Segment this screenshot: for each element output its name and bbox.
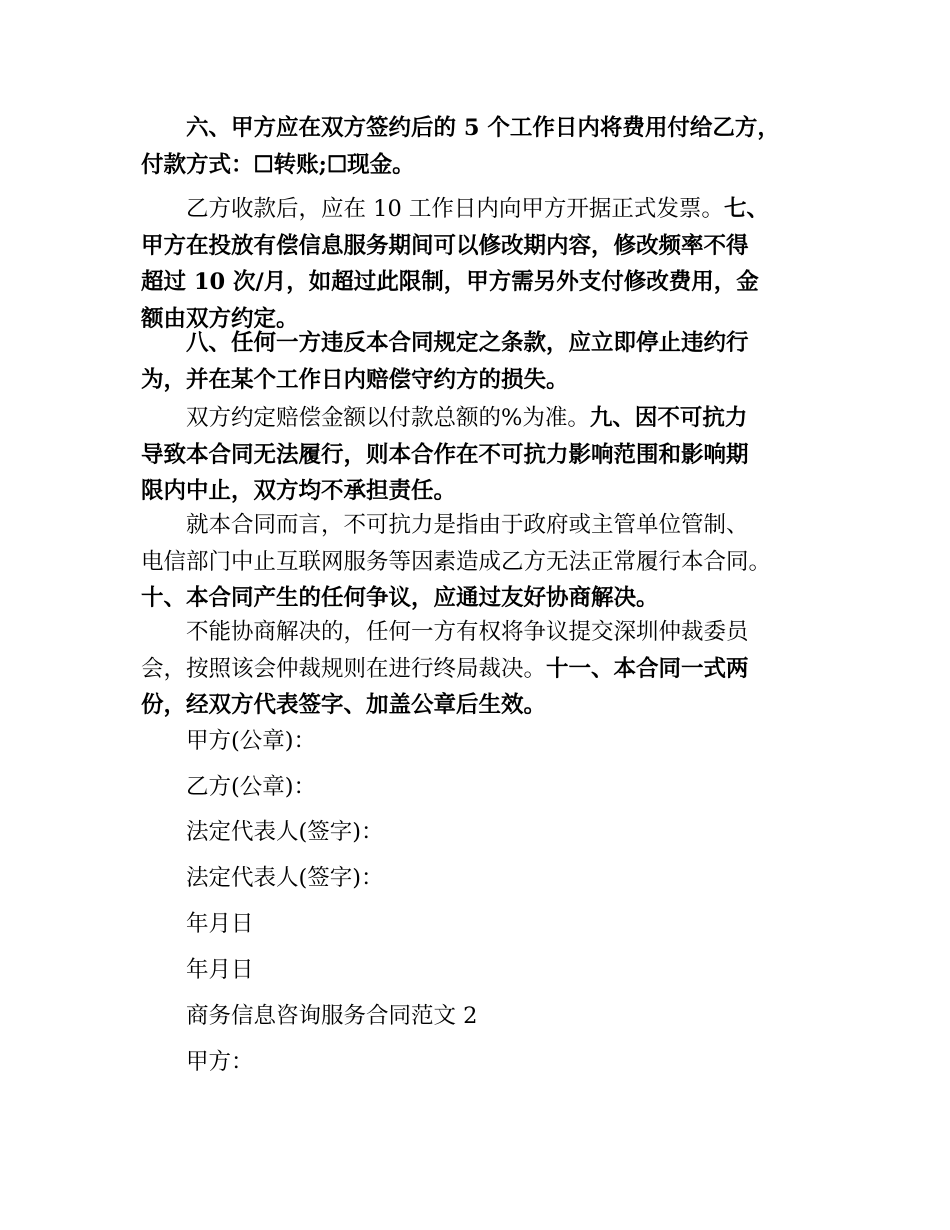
clause-7-line-4: 额由双方约定。 (141, 305, 299, 332)
next-party-a-line: 甲方： (186, 1049, 254, 1075)
clause-8-line-1: 八、任何一方违反本合同规定之条款，应立即停止违约行 (186, 330, 749, 356)
clause-8 (141, 325, 831, 398)
arbitration-line-2 (141, 651, 831, 688)
party-b-seal-line: 乙方(公章)： (186, 774, 317, 800)
date-b-line: 年月日 (186, 957, 254, 983)
clause-6-line-2: 付款方式：☐转账;☐现金。 (141, 151, 415, 178)
clause-9-heading: 九、因不可抗力 (589, 405, 748, 431)
clause-8-line-2: 为，并在某个工作日内赔偿守约方的损失。 (141, 366, 569, 393)
clause-11 (141, 614, 831, 724)
arbitration-line-1: 不能协商解决的，任何一方有权将争议提交深圳仲裁委员 (186, 619, 749, 645)
clause-11-heading: 十一、本合同一式两 (546, 655, 749, 682)
next-contract-title: 商务信息咨询服务合同范文 2 (186, 1003, 478, 1029)
legal-rep-a-line: 法定代表人(签字)： (186, 819, 384, 845)
arbitration-sentence: 会，按照该会仲裁规则在进行终局裁决。 (141, 655, 547, 682)
force-majeure-line-2: 电信部门中止互联网服务等因素造成乙方无法正常履行本合同。 (141, 548, 772, 575)
clause-7-line-1 (141, 191, 831, 228)
clause-9-line-3: 限内中止，双方均不承担责任。 (141, 478, 457, 504)
clause-6 (141, 110, 831, 183)
legal-rep-b-line: 法定代表人(签字)： (186, 865, 384, 891)
clause-7-line-3: 超过 10 次/月，如超过此限制，甲方需另外支付修改费用，金 (141, 269, 759, 295)
clause-7 (141, 191, 831, 337)
clause-10 (141, 507, 831, 617)
force-majeure-line-1: 就本合同而言，不可抗力是指由于政府或主管单位管制、 (186, 512, 749, 538)
clause-7-line-2: 甲方在投放有偿信息服务期间可以修改期内容，修改频率不得 (141, 232, 749, 259)
clause-10-line: 十、本合同产生的任何争议，应通过友好协商解决。 (141, 585, 659, 611)
clause-11-line-3: 份，经双方代表签字、加盖公章后生效。 (141, 692, 547, 718)
clause-9 (141, 400, 831, 510)
compensation-sentence: 双方约定赔偿金额以付款总额的%为准。 (186, 405, 590, 431)
clause-7-heading: 七、 (723, 196, 769, 222)
invoice-sentence: 乙方收款后，应在 10 工作日内向甲方开据正式发票。 (186, 196, 724, 222)
clause-9-line-2: 导致本合同无法履行，则本合作在不可抗力影响范围和影响期 (141, 441, 749, 468)
clause-9-line-1 (141, 400, 831, 437)
party-a-seal-line: 甲方(公章)： (186, 728, 317, 754)
clause-6-line-1: 六、甲方应在双方签约后的 5 个工作日内将费用付给乙方， (186, 115, 780, 141)
date-a-line: 年月日 (186, 911, 254, 937)
